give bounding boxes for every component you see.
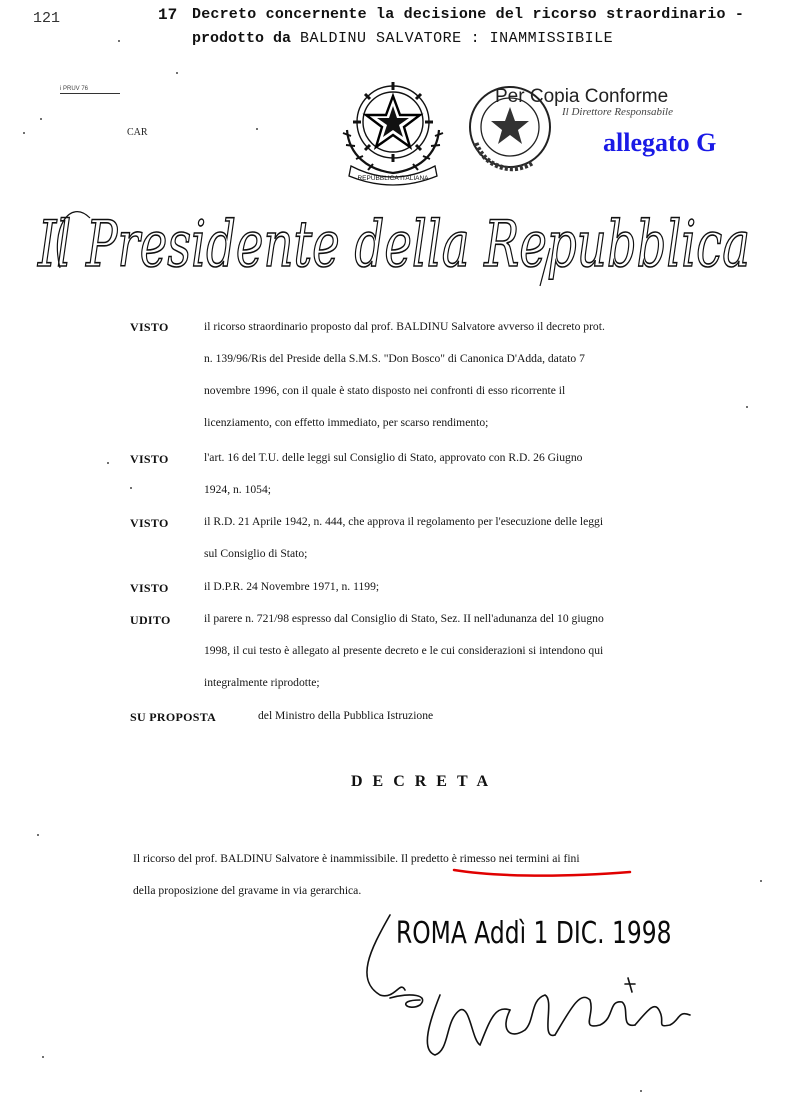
header-name: BALDINU SALVATORE xyxy=(300,30,462,47)
decision-line-2: della proposizione del gravame in via gerarchica. xyxy=(133,884,362,897)
section-line: 1998, il cui testo è allegato al presente decreto e le cui considerazioni si intendono qui xyxy=(204,644,604,657)
date-stamp: ROMA Addì 1 DIC. 1998 xyxy=(396,916,672,951)
section-label: VISTO xyxy=(130,581,169,595)
stamp-subtext: Il Direttore Responsabile xyxy=(562,106,673,118)
presidente-title-calligraphy xyxy=(30,188,760,298)
allegato-annotation: allegato G xyxy=(603,128,717,157)
section-line: l'art. 16 del T.U. delle leggi sul Consiglio di Stato, approvato con R.D. 26 Giugno xyxy=(204,451,583,464)
section-label: VISTO xyxy=(130,320,169,334)
section-line: novembre 1996, con il quale è stato disposto nei confronti di esso ricorrente il xyxy=(204,384,566,397)
section-line: 1924, n. 1054; xyxy=(204,483,271,496)
header-result: : INAMMISSIBILE xyxy=(470,30,614,47)
car-label: CAR xyxy=(127,127,148,138)
proposta-text: del Ministro della Pubblica Istruzione xyxy=(258,709,434,722)
section-label: VISTO xyxy=(130,452,169,466)
section-line: integralmente riprodotte; xyxy=(204,676,320,689)
section-label: VISTO xyxy=(130,516,169,530)
red-underline-mark xyxy=(452,866,634,880)
page-number: 121 xyxy=(33,10,61,27)
copia-conforme-stamp: Per Copia Conforme xyxy=(495,86,669,107)
section-line: il ricorso straordinario proposto dal prof. BALDINU Salvatore avverso il decreto prot. xyxy=(204,320,605,333)
proposta-label: SU PROPOSTA xyxy=(130,710,217,724)
section-line: il parere n. 721/98 espresso dal Consiglio di Stato, Sez. II nell'adunanza del 10 giugno xyxy=(204,612,604,625)
section-line: sul Consiglio di Stato; xyxy=(204,547,308,560)
section-line: il R.D. 21 Aprile 1942, n. 444, che approva il regolamento per l'esecuzione delle leggi xyxy=(204,515,604,528)
small-reference: i PRUV 76 xyxy=(60,86,120,94)
decreta-heading: DECRETA xyxy=(350,773,499,790)
header-line-1: Decreto concernente la decisione del ricorso straordinario - xyxy=(192,6,745,23)
presidente-title: Il Presidente della Repubblica xyxy=(37,208,751,282)
header-line-2 xyxy=(192,30,613,47)
emblem-ribbon-text: REPUBBLICA ITALIANA xyxy=(357,175,429,182)
section-label: UDITO xyxy=(130,613,171,627)
section-line: licenziamento, con effetto immediato, per scarso rendimento; xyxy=(204,416,489,429)
handwritten-signature xyxy=(360,900,720,1080)
decision-line-1: Il ricorso del prof. BALDINU Salvatore è inammissibile. Il predetto è rimesso nei termini ai fini xyxy=(133,852,580,865)
section-line: n. 139/96/Ris del Preside della S.M.S. "Don Bosco" di Canonica D'Adda, datato 7 xyxy=(204,352,585,365)
republic-emblem-icon xyxy=(333,70,453,188)
item-number: 17 xyxy=(158,6,178,24)
section-line: il D.P.R. 24 Novembre 1971, n. 1199; xyxy=(204,580,380,593)
header-prefix: prodotto da xyxy=(192,30,292,47)
